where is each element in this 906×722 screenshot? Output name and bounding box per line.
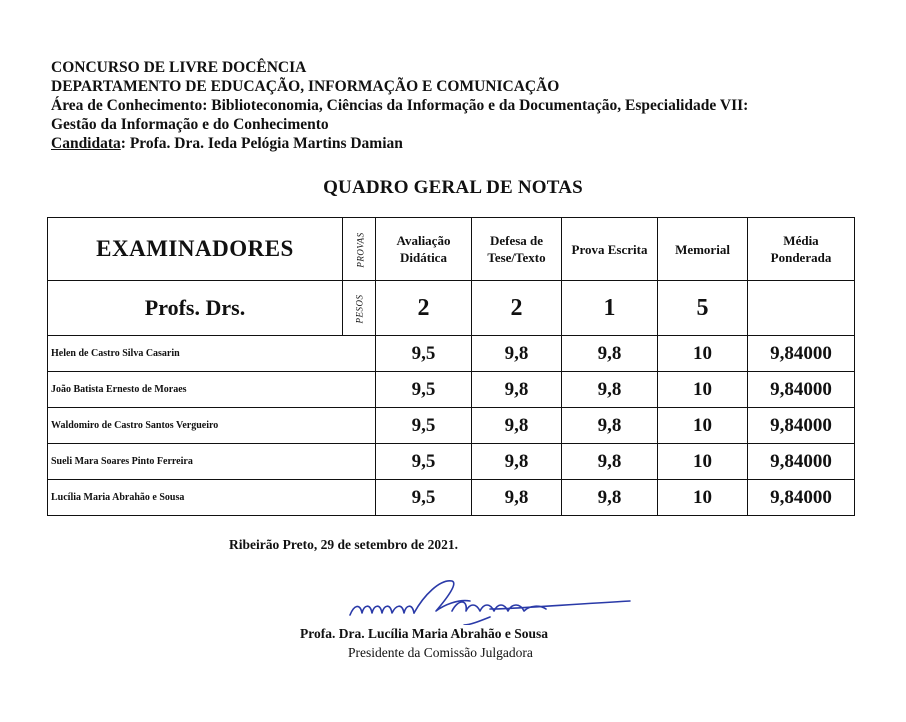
grade-media: 9,84000: [748, 336, 855, 372]
grade-prova-escrita: 9,8: [562, 372, 658, 408]
table-title: QUADRO GERAL DE NOTAS: [323, 177, 583, 198]
col-header-line1: Avaliação: [396, 233, 451, 248]
col-header-defesa: [472, 218, 562, 281]
col-header-line2: Didática: [400, 250, 447, 265]
col-header-line1: Defesa de: [489, 233, 544, 248]
provas-cell: [343, 218, 376, 281]
candidata-value: : Profa. Dra. Ieda Pelógia Martins Damian: [120, 135, 403, 152]
grade-memorial: 10: [658, 372, 748, 408]
header-row: [48, 218, 855, 281]
grade-avaliacao: 9,5: [376, 408, 472, 444]
examiner-name: Sueli Mara Soares Pinto Ferreira: [48, 444, 376, 480]
grade-prova-escrita: 9,8: [562, 444, 658, 480]
col-header-media: [748, 218, 855, 281]
grade-media: 9,84000: [748, 408, 855, 444]
document-date: Ribeirão Preto, 29 de setembro de 2021.: [229, 537, 458, 552]
grade-defesa: 9,8: [472, 444, 562, 480]
table-row: [48, 336, 855, 372]
grade-memorial: 10: [658, 480, 748, 516]
table-row: [48, 444, 855, 480]
pesos-label: PESOS: [354, 294, 364, 324]
grade-avaliacao: 9,5: [376, 480, 472, 516]
grade-memorial: 10: [658, 444, 748, 480]
col-header-memorial: Memorial: [658, 218, 748, 281]
document-header: [51, 58, 748, 153]
grade-avaliacao: 9,5: [376, 372, 472, 408]
grades-table: [47, 217, 855, 516]
weight-avaliacao: 2: [376, 281, 472, 336]
weight-media: [748, 281, 855, 336]
examinadores-header: EXAMINADORES: [48, 218, 343, 281]
signatory-name: Profa. Dra. Lucília Maria Abrahão e Sousa: [300, 626, 548, 641]
grade-defesa: 9,8: [472, 408, 562, 444]
header-line-concurso: CONCURSO DE LIVRE DOCÊNCIA: [51, 59, 307, 76]
grade-prova-escrita: 9,8: [562, 336, 658, 372]
table-row: [48, 408, 855, 444]
grade-prova-escrita: 9,8: [562, 408, 658, 444]
header-line-candidata: [51, 134, 748, 153]
grade-media: 9,84000: [748, 444, 855, 480]
provas-label: PROVAS: [355, 232, 366, 268]
col-header-line2: Ponderada: [770, 250, 832, 265]
examiner-name: João Batista Ernesto de Moraes: [48, 372, 376, 408]
header-line-area: Área de Conhecimento: Biblioteconomia, Ciências da Informação e da Documentação, Especialidade VII:: [51, 97, 749, 114]
grade-memorial: 10: [658, 408, 748, 444]
weight-defesa: 2: [472, 281, 562, 336]
col-header-prova-escrita: Prova Escrita: [562, 218, 658, 281]
candidata-label: Candidata: [51, 135, 121, 152]
examiner-name: Helen de Castro Silva Casarin: [48, 336, 376, 372]
examiner-name: Lucília Maria Abrahão e Sousa: [48, 480, 376, 516]
col-header-line2: Tese/Texto: [487, 250, 546, 265]
grade-avaliacao: 9,5: [376, 444, 472, 480]
profs-header: Profs. Drs.: [48, 281, 343, 336]
pesos-cell: [343, 281, 376, 336]
grade-defesa: 9,8: [472, 336, 562, 372]
grade-avaliacao: 9,5: [376, 336, 472, 372]
weight-memorial: 5: [658, 281, 748, 336]
grade-prova-escrita: 9,8: [562, 480, 658, 516]
weight-prova-escrita: 1: [562, 281, 658, 336]
col-header-line1: Média: [783, 233, 819, 248]
weights-row: [48, 281, 855, 336]
grade-media: 9,84000: [748, 372, 855, 408]
table-row: [48, 480, 855, 516]
grade-memorial: 10: [658, 336, 748, 372]
col-header-avaliacao: [376, 218, 472, 281]
handwritten-signature: [340, 575, 640, 625]
grade-defesa: 9,8: [472, 480, 562, 516]
header-line-especialidade: Gestão da Informação e do Conhecimento: [51, 116, 329, 133]
examiner-name: Waldomiro de Castro Santos Vergueiro: [48, 408, 376, 444]
table-row: [48, 372, 855, 408]
grade-defesa: 9,8: [472, 372, 562, 408]
header-line-departamento: DEPARTAMENTO DE EDUCAÇÃO, INFORMAÇÃO E COMUNICAÇÃO: [51, 78, 560, 95]
signatory-role: Presidente da Comissão Julgadora: [348, 645, 533, 660]
grade-media: 9,84000: [748, 480, 855, 516]
